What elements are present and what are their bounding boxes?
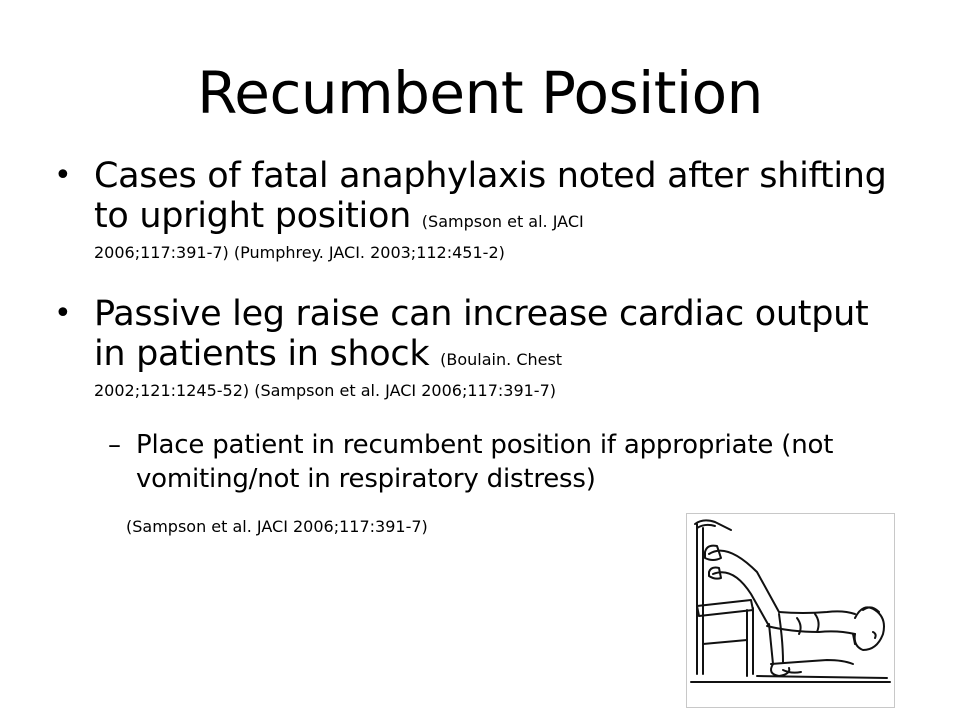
bullet-item: [54, 294, 904, 402]
sub-bullet-item: [108, 428, 908, 496]
bullet-citation-continued: 2002;121:1245-52) (Sampson et al. JACI 2006;117:391-7): [94, 381, 556, 400]
bullet-citation: (Sampson et al. JACI: [421, 212, 584, 231]
sub-bullet-text: Place patient in recumbent position if appropriate (not vomiting/not in respiratory distress): [136, 430, 834, 494]
bullet-citation: (Boulain. Chest: [440, 350, 563, 369]
slide-title: Recumbent Position: [197, 59, 763, 127]
sub-bullet-dash: –: [108, 430, 121, 460]
recumbent-patient-illustration-icon: [686, 513, 895, 708]
bullet-item: [54, 156, 904, 264]
bullet-dot-icon: •: [54, 158, 72, 193]
sub-bullet-citation: (Sampson et al. JACI 2006;117:391-7): [126, 517, 428, 536]
bullet-citation-continued: 2006;117:391-7) (Pumphrey. JACI. 2003;112:451-2): [94, 243, 505, 262]
bullet-text: Passive leg raise can increase cardiac output in patients in shock: [94, 294, 869, 374]
bullet-dot-icon: •: [54, 296, 72, 331]
bullet-text: Cases of fatal anaphylaxis noted after shifting to upright position: [94, 156, 887, 236]
